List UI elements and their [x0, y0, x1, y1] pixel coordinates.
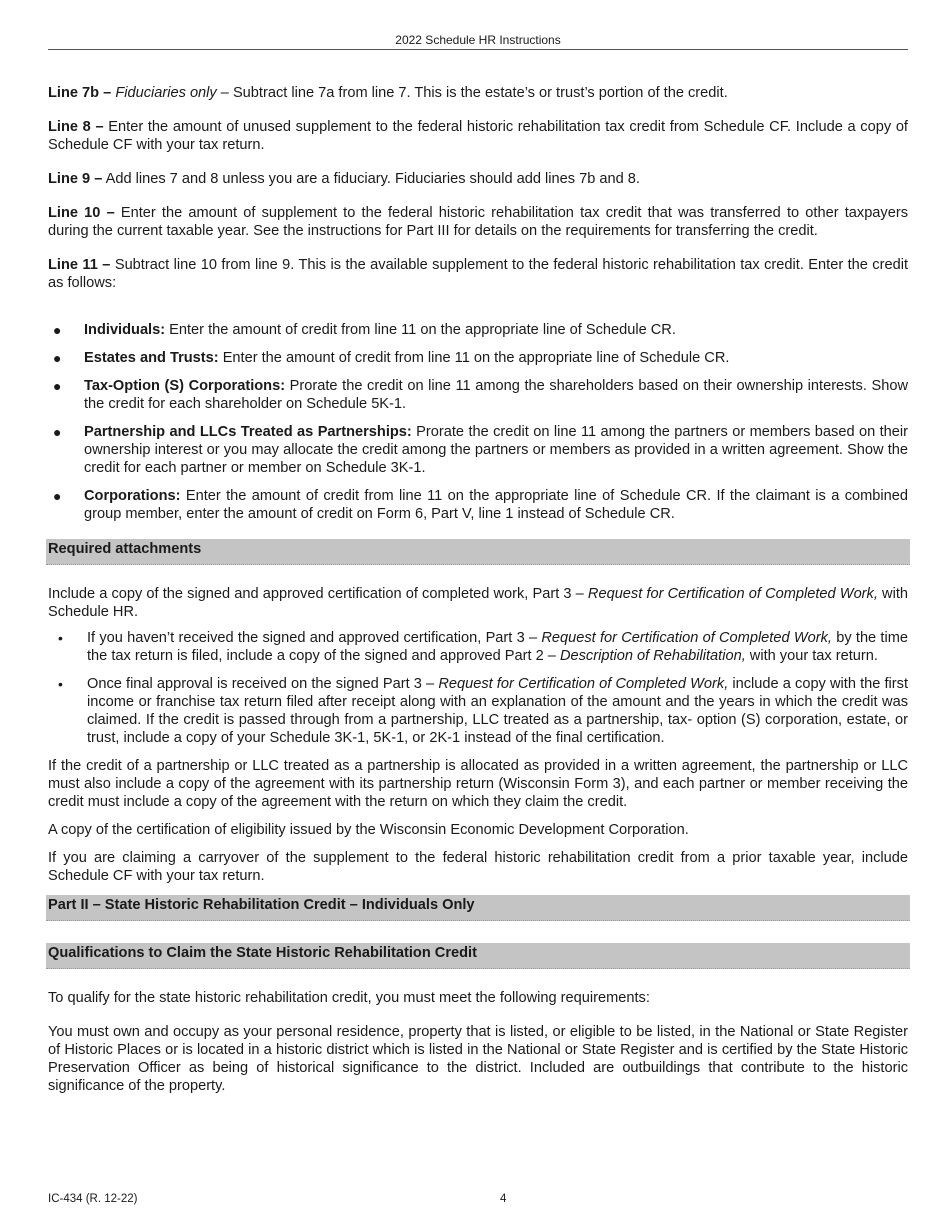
- page-number: 4: [500, 1193, 507, 1205]
- line-9-instruction: Line 9 – Add lines 7 and 8 unless you are a fiduciary. Fiduciaries should add lines 7b and 8.: [48, 171, 640, 187]
- line-8-instruction: Line 8 – Enter the amount of unused supplement to the federal historic rehabilitation tax credit from Schedule CF. Include a copy of Schedule CF with your tax return.: [48, 119, 908, 153]
- bullet-icon: ●: [53, 378, 62, 394]
- form-identifier: IC-434 (R. 12-22): [48, 1193, 138, 1205]
- certification-paragraph: A copy of the certification of eligibility issued by the Wisconsin Economic Development Corporation.: [48, 822, 689, 838]
- list-item: • If you haven’t received the signed and approved certification, Part 3 – Request for Certification of Completed Work, by the time the tax return is filed, include a copy of the signed and approved Part 2 – Description of Rehabilitation, with your tax return.: [58, 630, 909, 664]
- section-heading-part-ii: Part II – State Historic Rehabilitation Credit – Individuals Only: [46, 895, 910, 921]
- bullet-icon: ●: [53, 350, 62, 366]
- line-10-instruction: Line 10 – Enter the amount of supplement to the federal historic rehabilitation tax credit that was transferred to other taxpayers during the current taxable year. See the instructions for Part III for details on the requirements for transferring the credit.: [48, 205, 908, 239]
- bullet-icon: •: [58, 676, 63, 692]
- ownership-requirement: You must own and occupy as your personal residence, property that is listed, or eligible to be listed, in the National or State Register of Historic Places or is located in a historic district which is listed in the National or State Register and is certified by the State Historic Preservation Officer as being of historical significance to the district. Included are outbuildings that contribute to the historic significance of the property.: [48, 1024, 908, 1094]
- qualifications-intro: To qualify for the state historic rehabilitation credit, you must meet the following requirements:: [48, 990, 650, 1006]
- list-item: ● Tax-Option (S) Corporations: Prorate the credit on line 11 among the shareholders based on their ownership interests. Show the credit for each shareholder on Schedule 5K-1.: [53, 378, 908, 412]
- bullet-icon: ●: [53, 424, 62, 440]
- list-item: • Once final approval is received on the signed Part 3 – Request for Certification of Completed Work, include a copy with the first income or franchise tax return filed after receipt along with an explanation of the amount and the years in which the credit was claimed. If the credit is passed through from a partnership, LLC treated as a partnership, tax- option (S) corporation, estate, or trust, include a copy of your Schedule 3K-1, 5K-1, or 2K-1 instead of the final certification.: [58, 676, 908, 746]
- attachments-intro: Include a copy of the signed and approved certification of completed work, Part 3 – Request for Certification of Completed Work, with Schedule HR.: [48, 586, 908, 620]
- section-heading-qualifications: Qualifications to Claim the State Historic Rehabilitation Credit: [46, 943, 910, 969]
- bullet-icon: ●: [53, 322, 62, 338]
- section-heading-required-attachments: Required attachments: [46, 539, 910, 565]
- carryover-paragraph: If you are claiming a carryover of the supplement to the federal historic rehabilitation credit from a prior taxable year, include Schedule CF with your tax return.: [48, 850, 908, 884]
- line-11-instruction: Line 11 – Subtract line 10 from line 9. This is the available supplement to the federal historic rehabilitation tax credit. Enter the credit as follows:: [48, 257, 908, 291]
- credit-entry-list: [48, 321, 908, 523]
- list-item: ● Estates and Trusts: Enter the amount of credit from line 11 on the appropriate line of Schedule CR.: [53, 350, 730, 366]
- list-item: ● Partnership and LLCs Treated as Partnerships: Prorate the credit on line 11 among the partners or members based on their ownership interest or you may allocate the credit among the partners or members as provided in a written agreement. Show the credit for each partner or member on Schedule 3K-1.: [53, 424, 908, 476]
- running-header: 2022 Schedule HR Instructions: [395, 33, 561, 47]
- list-item: ● Corporations: Enter the amount of credit from line 11 on the appropriate line of Schedule CR. If the claimant is a combined group member, enter the amount of credit on Form 6, Part V, line 1 instead of Schedule CR.: [53, 488, 908, 522]
- bullet-icon: •: [58, 630, 63, 646]
- bullet-icon: ●: [53, 488, 62, 504]
- partnership-agreement-paragraph: If the credit of a partnership or LLC treated as a partnership is allocated as provided in a written agreement, the partnership or LLC must also include a copy of the agreement with its partnership return (Wisconsin Form 3), and each partner or member receiving the credit must include a copy of the agreement with the return on which they claim the credit.: [48, 758, 908, 810]
- list-item: ● Individuals: Enter the amount of credit from line 11 on the appropriate line of Schedule CR.: [53, 322, 676, 338]
- line-7b-instruction: Line 7b – Fiduciaries only – Subtract line 7a from line 7. This is the estate’s or trust’s portion of the credit.: [48, 85, 728, 101]
- attachments-list: [48, 629, 908, 747]
- header-rule: [48, 49, 908, 50]
- page-content: [48, 84, 908, 1111]
